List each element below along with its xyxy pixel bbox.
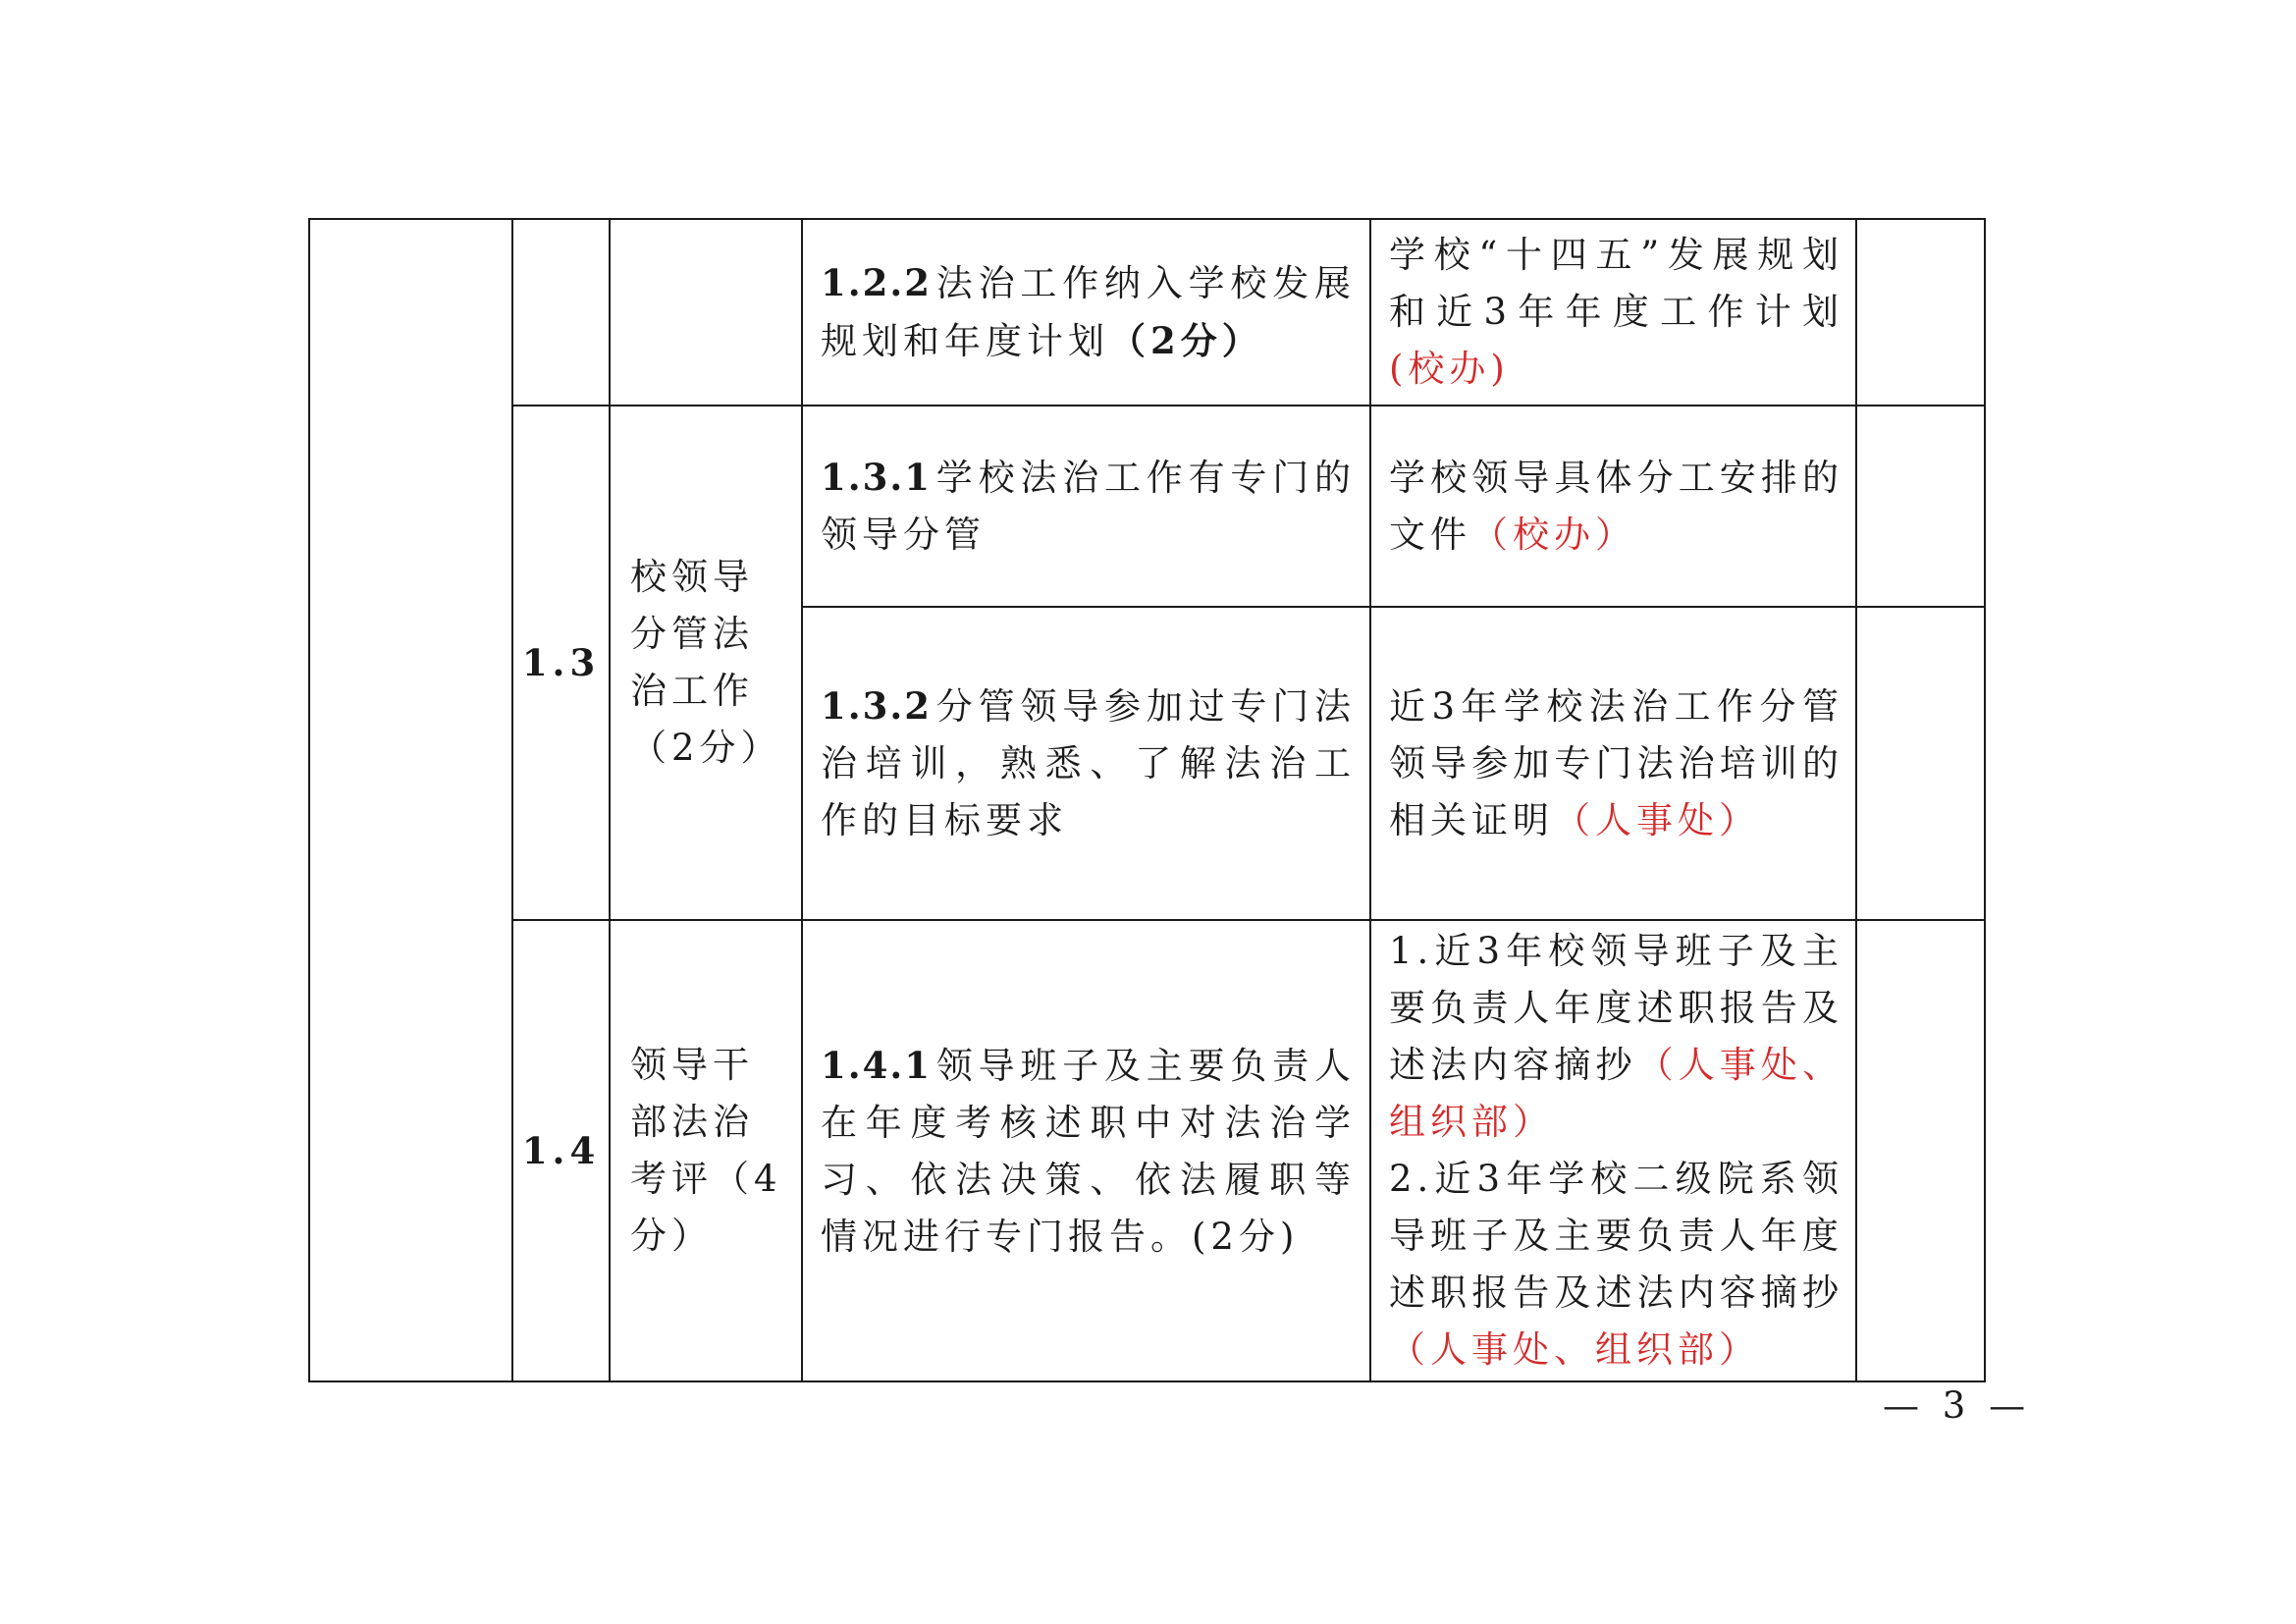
item-cell: 领导干部法治考评（4分）	[610, 920, 802, 1381]
responsible-dept: （人事处、组织部）	[1389, 1328, 1760, 1371]
number-cell: 1.4	[512, 920, 610, 1381]
standard-cell	[802, 607, 1370, 920]
standard-code: 1.4.1	[821, 1043, 932, 1087]
standard-text: 学校法治工作有专门的领导分管	[821, 457, 1356, 556]
table-row	[309, 920, 1985, 1381]
remark-cell	[1856, 406, 1985, 607]
remark-cell	[1856, 219, 1985, 406]
standard-code: 1.3.2	[821, 684, 932, 728]
material-text: 2.近3年学校二级院系领导班子及主要负责人年度述职报告及述法内容摘抄	[1389, 1158, 1843, 1314]
responsible-dept: （校办）	[1471, 513, 1636, 556]
standard-cell	[802, 219, 1370, 406]
number-cell	[512, 219, 610, 406]
material-cell	[1370, 607, 1856, 920]
material-cell	[1370, 920, 1856, 1381]
standard-code: 1.3.1	[821, 456, 932, 499]
table-row	[309, 406, 1985, 607]
material-cell	[1370, 219, 1856, 406]
evaluation-table	[308, 218, 1986, 1382]
standard-text: 法治工作纳入学校发展规划和年度计划	[821, 262, 1356, 362]
category-cell	[309, 219, 512, 1381]
material-text: 近3年学校法治工作分管领导参加专门法治培训的相关证明	[1389, 684, 1843, 841]
material-item-2	[1389, 1151, 1843, 1379]
material-text: 学校领导具体分工安排的文件	[1389, 456, 1843, 556]
number-cell: 1.3	[512, 406, 610, 920]
responsible-dept: （人事处）	[1554, 798, 1760, 841]
material-text: 学校“十四五”发展规划和近3年年度工作计划	[1389, 234, 1843, 333]
item-cell: 校领导分管法治工作（2分）	[610, 406, 802, 920]
remark-cell	[1856, 920, 1985, 1381]
responsible-dept: （人事处、组织部）	[1389, 1044, 1844, 1143]
material-item-1	[1389, 923, 1843, 1151]
standard-text: 领导班子及主要负责人在年度考核述职中对法治学习、依法决策、依法履职等情况进行专门报告。(2分)	[821, 1044, 1356, 1258]
standard-cell	[802, 406, 1370, 607]
standard-cell	[802, 920, 1370, 1381]
responsible-dept: (校办)	[1389, 348, 1510, 390]
standard-score: （2分）	[1109, 319, 1263, 362]
material-text: 1.近3年校领导班子及主要负责人年度述职报告及述法内容摘抄	[1389, 930, 1843, 1086]
standard-code: 1.2.2	[821, 261, 932, 304]
remark-cell	[1856, 607, 1985, 920]
item-cell	[610, 219, 802, 406]
table-row	[309, 219, 1985, 406]
standard-text: 分管领导参加过专门法治培训，熟悉、了解法治工作的目标要求	[821, 685, 1356, 841]
material-cell	[1370, 406, 1856, 607]
page-number: — 3 —	[1883, 1384, 2032, 1427]
